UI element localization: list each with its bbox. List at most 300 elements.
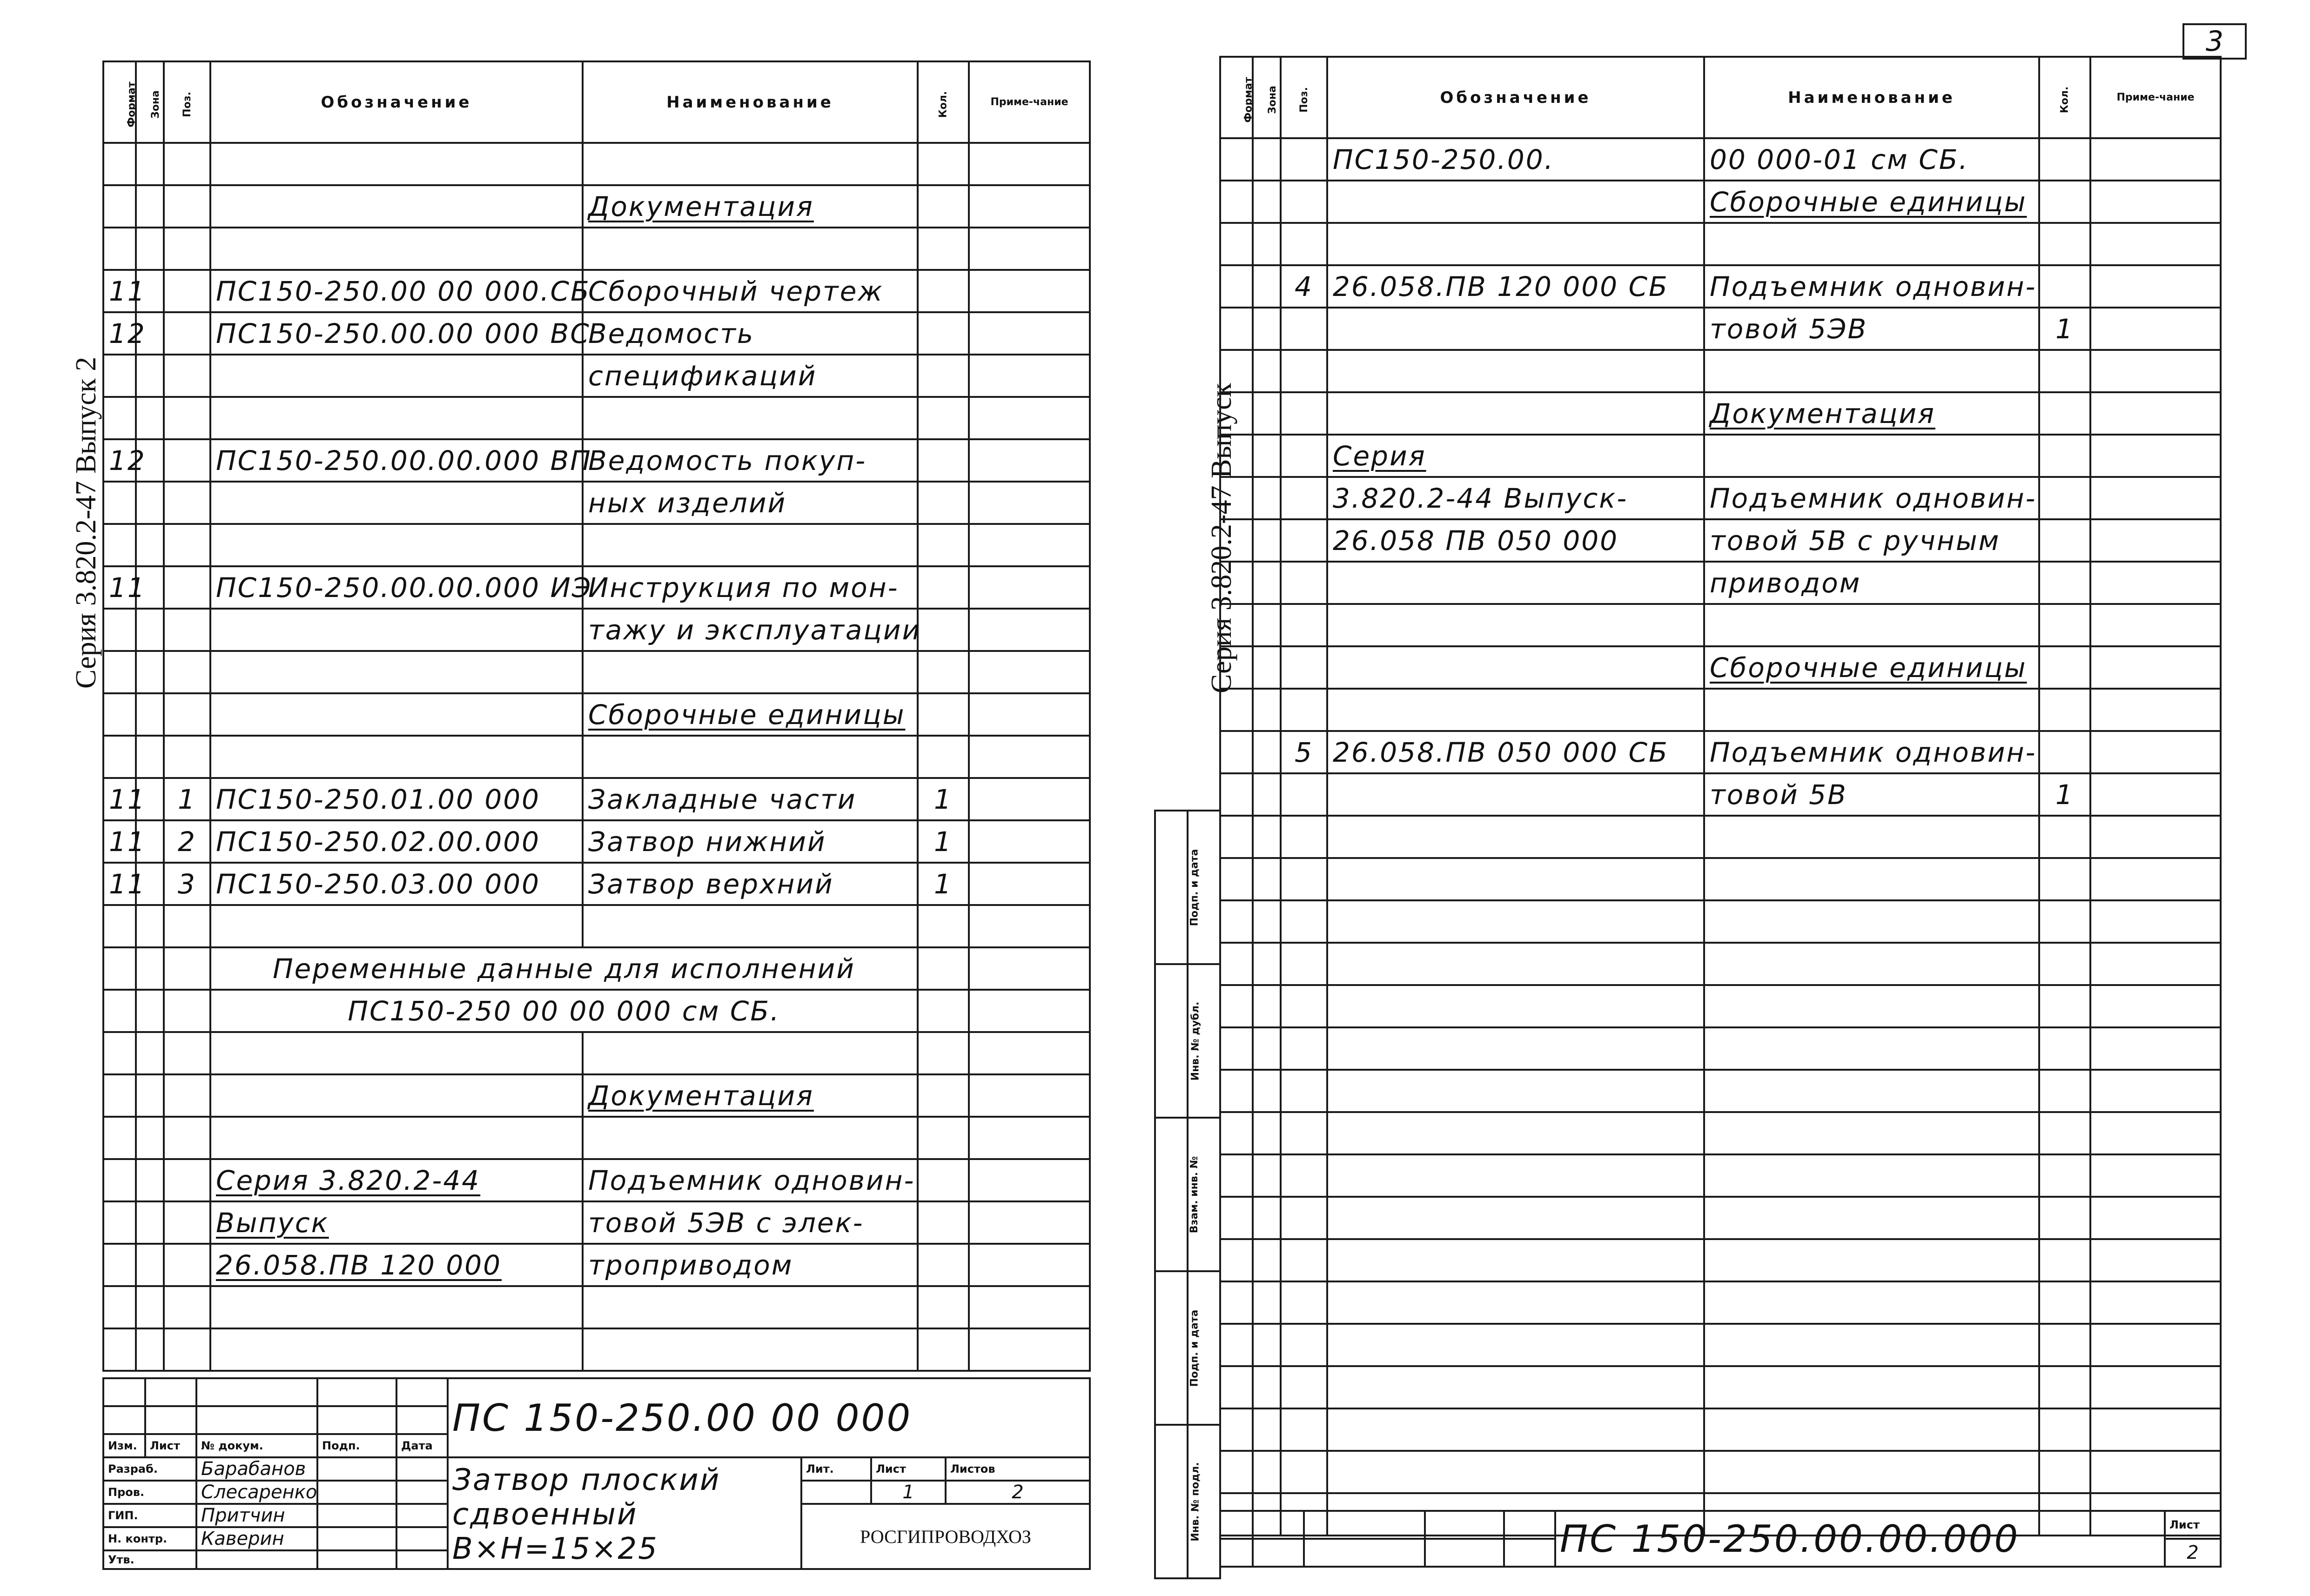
cell-name: Сборочные единицы <box>1704 646 2039 689</box>
cell-qty <box>918 1244 969 1286</box>
cell-format <box>103 1244 136 1286</box>
cell-designation <box>1327 773 1704 816</box>
cell-pos <box>164 1244 210 1286</box>
spec-row <box>1220 731 2221 773</box>
cell-name <box>1704 1281 2039 1324</box>
cell-name <box>1704 1112 2039 1154</box>
spec-row <box>103 736 1090 778</box>
spec-row <box>103 1159 1090 1201</box>
cell-format <box>103 990 136 1032</box>
cell-pos <box>1281 1451 1327 1493</box>
cell-note <box>969 1032 1090 1074</box>
cell-pos <box>1281 562 1327 604</box>
cell-zone <box>1253 138 1281 181</box>
cell-zone <box>136 228 164 270</box>
cell-name <box>1704 816 2039 858</box>
cell-pos <box>1281 604 1327 646</box>
spec-row <box>103 566 1090 609</box>
cell-format <box>1220 773 1253 816</box>
cell-pos <box>164 185 210 228</box>
cell-pos <box>1281 1027 1327 1070</box>
cell-designation <box>1327 1239 1704 1281</box>
stamp-sheets-value: 2 <box>946 1481 1090 1504</box>
left-header-row <box>103 61 1090 143</box>
cell-note <box>969 143 1090 185</box>
stamp-role: Утв. <box>103 1550 196 1569</box>
cell-qty <box>2039 562 2090 604</box>
spec-row <box>103 524 1090 566</box>
cell-zone <box>1253 604 1281 646</box>
cell-format <box>103 397 136 439</box>
cell-zone <box>136 482 164 524</box>
cell-pos <box>1281 1070 1327 1112</box>
cell-qty <box>918 1201 969 1244</box>
cell-zone <box>1253 1197 1281 1239</box>
cell-note <box>969 990 1090 1032</box>
spec-row <box>103 1328 1090 1371</box>
cell-designation: Серия <box>1327 435 1704 477</box>
cell-qty <box>918 355 969 397</box>
cell-name <box>1704 900 2039 943</box>
cell-pos <box>1281 392 1327 435</box>
cell-designation <box>1327 1154 1704 1197</box>
cell-note <box>969 1244 1090 1286</box>
cell-note <box>2090 1324 2221 1366</box>
cell-format <box>1220 689 1253 731</box>
cell-qty <box>918 524 969 566</box>
cell-note <box>2090 773 2221 816</box>
cell-name <box>583 736 918 778</box>
cell-name <box>1704 223 2039 265</box>
cell-pos <box>164 947 210 990</box>
cell-format <box>103 228 136 270</box>
cell-format <box>103 947 136 990</box>
cell-qty <box>918 905 969 947</box>
spec-row <box>103 1201 1090 1244</box>
cell-qty <box>2039 138 2090 181</box>
cell-designation: ПС150-250.00. <box>1327 138 1704 181</box>
cell-designation <box>1327 308 1704 350</box>
cell-pos <box>1281 138 1327 181</box>
cell-zone <box>1253 985 1281 1027</box>
cell-qty <box>918 1286 969 1328</box>
stamp-role: ГИП. <box>103 1504 196 1527</box>
cell-qty <box>918 1117 969 1159</box>
cell-note <box>2090 181 2221 223</box>
stamp-sheets-label: Листов <box>946 1457 1090 1481</box>
spec-row <box>1220 477 2221 519</box>
cell-zone <box>1253 265 1281 308</box>
cell-note <box>969 1117 1090 1159</box>
spec-row <box>103 1117 1090 1159</box>
cell-name: товой 5В с ручным <box>1704 519 2039 562</box>
cell-name: спецификаций <box>583 355 918 397</box>
cell-note <box>969 524 1090 566</box>
cell-format: 11 <box>103 863 136 905</box>
cell-qty <box>918 736 969 778</box>
stamp-name-cell <box>448 1457 801 1569</box>
cell-zone <box>1253 562 1281 604</box>
cell-designation <box>210 1032 583 1074</box>
cell-zone <box>136 1286 164 1328</box>
stamp-person <box>196 1550 317 1569</box>
spec-row <box>1220 1027 2221 1070</box>
cell-pos: 4 <box>1281 265 1327 308</box>
cell-format <box>1220 308 1253 350</box>
cell-qty <box>2039 1239 2090 1281</box>
cell-note <box>969 397 1090 439</box>
cell-designation <box>1327 943 1704 985</box>
cell-pos <box>1281 519 1327 562</box>
cell-pos <box>164 609 210 651</box>
spec-row <box>1220 223 2221 265</box>
strip-podp-data-2: Подп. и дата <box>1155 1271 1188 1425</box>
cell-pos <box>164 736 210 778</box>
cell-pos <box>1281 900 1327 943</box>
stamp-name-line2: сдвоенный <box>452 1497 638 1532</box>
cell-zone <box>1253 689 1281 731</box>
col-qty-header: Кол. <box>2039 57 2090 138</box>
cell-format <box>1220 562 1253 604</box>
cell-format <box>1220 1408 1253 1451</box>
cell-zone <box>1253 900 1281 943</box>
cell-designation: Серия 3.820.2-44 <box>210 1159 583 1201</box>
cell-zone <box>1253 1112 1281 1154</box>
cell-note <box>969 312 1090 355</box>
cell-note <box>969 778 1090 820</box>
stamp-role: Разраб. <box>103 1457 196 1481</box>
spec-row <box>103 1032 1090 1074</box>
right-stamp-list-label: Лист <box>2165 1511 2221 1539</box>
cell-pos <box>164 143 210 185</box>
cell-qty <box>2039 858 2090 900</box>
cell-designation: 26.058 ПВ 050 000 <box>1327 519 1704 562</box>
cell-note <box>2090 265 2221 308</box>
cell-note <box>2090 816 2221 858</box>
cell-format <box>1220 604 1253 646</box>
cell-format: 11 <box>103 778 136 820</box>
cell-name <box>1704 689 2039 731</box>
cell-name <box>1704 1324 2039 1366</box>
cell-name: Сборочный чертеж <box>583 270 918 312</box>
cell-designation <box>1327 689 1704 731</box>
cell-name <box>1704 1451 2039 1493</box>
spec-row <box>103 990 1090 1032</box>
cell-format <box>1220 1027 1253 1070</box>
cell-pos <box>164 312 210 355</box>
cell-pos <box>164 1032 210 1074</box>
cell-qty <box>918 270 969 312</box>
cell-name: Затвор нижний <box>583 820 918 863</box>
spec-row <box>1220 816 2221 858</box>
cell-designation <box>210 1117 583 1159</box>
col-designation-header: Обозначение <box>1327 57 1704 138</box>
cell-note <box>969 736 1090 778</box>
stamp-lit-label: Лит. <box>801 1457 871 1481</box>
cell-name: Документация <box>1704 392 2039 435</box>
cell-note <box>969 609 1090 651</box>
cell-pos <box>1281 985 1327 1027</box>
cell-pos: 2 <box>164 820 210 863</box>
cell-zone <box>136 947 164 990</box>
cell-name <box>1704 435 2039 477</box>
right-header-row <box>1220 57 2221 138</box>
cell-pos <box>1281 646 1327 689</box>
cell-designation <box>210 228 583 270</box>
cell-note <box>2090 562 2221 604</box>
cell-note <box>969 1201 1090 1244</box>
cell-zone <box>1253 646 1281 689</box>
cell-qty: 1 <box>2039 773 2090 816</box>
cell-note <box>2090 223 2221 265</box>
cell-pos <box>1281 181 1327 223</box>
cell-format <box>1220 816 1253 858</box>
cell-qty <box>918 312 969 355</box>
spec-row <box>1220 1197 2221 1239</box>
cell-designation <box>1327 985 1704 1027</box>
strip-inv-dubl: Инв. № дубл. <box>1155 964 1188 1118</box>
cell-zone <box>1253 392 1281 435</box>
page-number: 3 <box>2182 23 2247 60</box>
cell-zone <box>136 143 164 185</box>
cell-designation <box>1327 900 1704 943</box>
cell-note <box>969 905 1090 947</box>
cell-note <box>2090 138 2221 181</box>
cell-note <box>2090 1070 2221 1112</box>
cell-qty <box>2039 1408 2090 1451</box>
cell-zone <box>1253 773 1281 816</box>
cell-note <box>969 693 1090 736</box>
stamp-person: Притчин <box>196 1504 317 1527</box>
cell-note <box>2090 308 2221 350</box>
cell-format <box>103 482 136 524</box>
cell-format <box>1220 392 1253 435</box>
right-title-block <box>1219 1510 2222 1568</box>
cell-name: Ведомость <box>583 312 918 355</box>
cell-designation <box>210 609 583 651</box>
cell-qty: 1 <box>2039 308 2090 350</box>
left-spec-table <box>102 60 1091 1372</box>
cell-designation <box>1327 181 1704 223</box>
cell-pos <box>164 1201 210 1244</box>
cell-format <box>1220 1197 1253 1239</box>
spec-row <box>1220 1239 2221 1281</box>
cell-pos <box>164 1074 210 1117</box>
cell-designation <box>210 185 583 228</box>
cell-zone <box>136 1074 164 1117</box>
cell-qty <box>918 439 969 482</box>
spec-row <box>103 439 1090 482</box>
cell-pos <box>164 1286 210 1328</box>
stamp-organization: РОСГИПРОВОДХОЗ <box>801 1504 1090 1569</box>
cell-pos <box>164 439 210 482</box>
cell-zone <box>1253 1281 1281 1324</box>
cell-qty <box>2039 943 2090 985</box>
col-zone-header: Зона <box>136 61 164 143</box>
cell-name <box>1704 350 2039 392</box>
cell-designation: ПС150-250.00.00 000 ВС <box>210 312 583 355</box>
cell-note <box>2090 1408 2221 1451</box>
cell-format <box>1220 435 1253 477</box>
cell-designation: ПС150-250.00.00.000 ИЭ <box>210 566 583 609</box>
cell-name <box>1704 1154 2039 1197</box>
cell-zone <box>1253 181 1281 223</box>
cell-note <box>2090 1027 2221 1070</box>
cell-qty <box>2039 435 2090 477</box>
cell-designation <box>1327 1451 1704 1493</box>
cell-pos <box>164 270 210 312</box>
cell-qty <box>918 1159 969 1201</box>
cell-zone <box>136 1159 164 1201</box>
cell-qty <box>2039 1154 2090 1197</box>
cell-designation <box>1327 1027 1704 1070</box>
spec-row <box>1220 943 2221 985</box>
col-designation-header: Обозначение <box>210 61 583 143</box>
cell-qty <box>2039 1324 2090 1366</box>
cell-qty <box>2039 350 2090 392</box>
cell-pos <box>1281 943 1327 985</box>
cell-pos <box>1281 1408 1327 1451</box>
cell-designation <box>210 1328 583 1371</box>
cell-name: Сборочные единицы <box>1704 181 2039 223</box>
cell-designation <box>210 651 583 693</box>
cell-qty <box>2039 604 2090 646</box>
cell-qty <box>2039 1070 2090 1112</box>
cell-format <box>1220 1112 1253 1154</box>
cell-name: Затвор верхний <box>583 863 918 905</box>
cell-wide-text: ПС150-250 00 00 000 см СБ. <box>210 990 918 1032</box>
cell-format <box>1220 1070 1253 1112</box>
cell-qty <box>2039 689 2090 731</box>
cell-pos <box>164 651 210 693</box>
cell-zone <box>136 1117 164 1159</box>
cell-format <box>103 736 136 778</box>
cell-pos <box>1281 1366 1327 1408</box>
spec-row <box>103 143 1090 185</box>
cell-note <box>969 355 1090 397</box>
cell-format <box>1220 1366 1253 1408</box>
cell-name <box>583 397 918 439</box>
spec-row <box>103 693 1090 736</box>
cell-note <box>2090 604 2221 646</box>
cell-name <box>1704 943 2039 985</box>
cell-designation <box>210 905 583 947</box>
cell-designation <box>1327 1408 1704 1451</box>
spec-row <box>103 270 1090 312</box>
cell-pos <box>164 482 210 524</box>
cell-qty <box>918 609 969 651</box>
cell-name <box>583 905 918 947</box>
cell-format <box>1220 181 1253 223</box>
cell-designation <box>1327 858 1704 900</box>
spec-row <box>1220 1070 2221 1112</box>
cell-name: Инструкция по мон- <box>583 566 918 609</box>
cell-designation: ПС150-250.03.00 000 <box>210 863 583 905</box>
cell-zone <box>1253 1027 1281 1070</box>
col-format-header: Формат <box>1220 57 1253 138</box>
col-format-header: Формат <box>103 61 136 143</box>
cell-note <box>2090 943 2221 985</box>
cell-designation <box>1327 350 1704 392</box>
cell-name <box>583 143 918 185</box>
cell-wide-text: Переменные данные для исполнений <box>210 947 918 990</box>
cell-format <box>1220 900 1253 943</box>
cell-name <box>583 1117 918 1159</box>
cell-pos: 3 <box>164 863 210 905</box>
stamp-col-data: Дата <box>396 1434 448 1457</box>
cell-designation: ПС150-250.01.00 000 <box>210 778 583 820</box>
stamp-person: Слесаренко <box>196 1481 317 1504</box>
cell-zone <box>136 990 164 1032</box>
cell-qty: 1 <box>918 820 969 863</box>
cell-note <box>969 566 1090 609</box>
stamp-person: Барабанов <box>196 1457 317 1481</box>
cell-qty <box>918 143 969 185</box>
cell-pos <box>1281 1154 1327 1197</box>
cell-pos <box>164 905 210 947</box>
cell-note <box>2090 985 2221 1027</box>
cell-designation <box>210 524 583 566</box>
cell-format <box>1220 138 1253 181</box>
cell-designation <box>210 397 583 439</box>
cell-pos <box>1281 350 1327 392</box>
cell-qty <box>2039 1281 2090 1324</box>
cell-designation <box>1327 816 1704 858</box>
cell-note <box>969 863 1090 905</box>
cell-designation <box>1327 1366 1704 1408</box>
cell-format <box>103 609 136 651</box>
stamp-col-doc: № докум. <box>196 1434 317 1457</box>
cell-name <box>1704 1070 2039 1112</box>
spec-row <box>1220 985 2221 1027</box>
cell-zone <box>1253 435 1281 477</box>
spec-row <box>103 185 1090 228</box>
cell-zone <box>1253 1154 1281 1197</box>
cell-format <box>103 1201 136 1244</box>
cell-format <box>1220 943 1253 985</box>
spec-row <box>1220 646 2221 689</box>
spec-row <box>1220 604 2221 646</box>
spec-row <box>103 1074 1090 1117</box>
cell-zone <box>136 1032 164 1074</box>
spec-row <box>1220 181 2221 223</box>
col-note-header: Приме-чание <box>969 61 1090 143</box>
cell-format <box>1220 731 1253 773</box>
spec-row <box>1220 1366 2221 1408</box>
cell-format <box>1220 1324 1253 1366</box>
stamp-role: Пров. <box>103 1481 196 1504</box>
cell-qty <box>2039 1027 2090 1070</box>
strip-inv-podl: Инв. № подл. <box>1155 1425 1188 1578</box>
cell-designation <box>1327 1197 1704 1239</box>
cell-pos <box>164 228 210 270</box>
cell-designation <box>1327 646 1704 689</box>
cell-note <box>2090 646 2221 689</box>
cell-note <box>969 651 1090 693</box>
cell-format: 12 <box>103 439 136 482</box>
spec-row <box>1220 1408 2221 1451</box>
right-stamp-code: ПС 150-250.00.00.000 <box>1555 1511 2165 1567</box>
cell-note <box>969 1159 1090 1201</box>
cell-pos <box>1281 477 1327 519</box>
cell-designation: ПС150-250.00 00 000.СБ <box>210 270 583 312</box>
cell-name <box>583 524 918 566</box>
cell-zone <box>136 185 164 228</box>
cell-zone <box>1253 308 1281 350</box>
spec-row <box>103 609 1090 651</box>
spec-row <box>103 312 1090 355</box>
left-stamp-code: ПС 150-250.00 00 000 <box>448 1378 1090 1457</box>
